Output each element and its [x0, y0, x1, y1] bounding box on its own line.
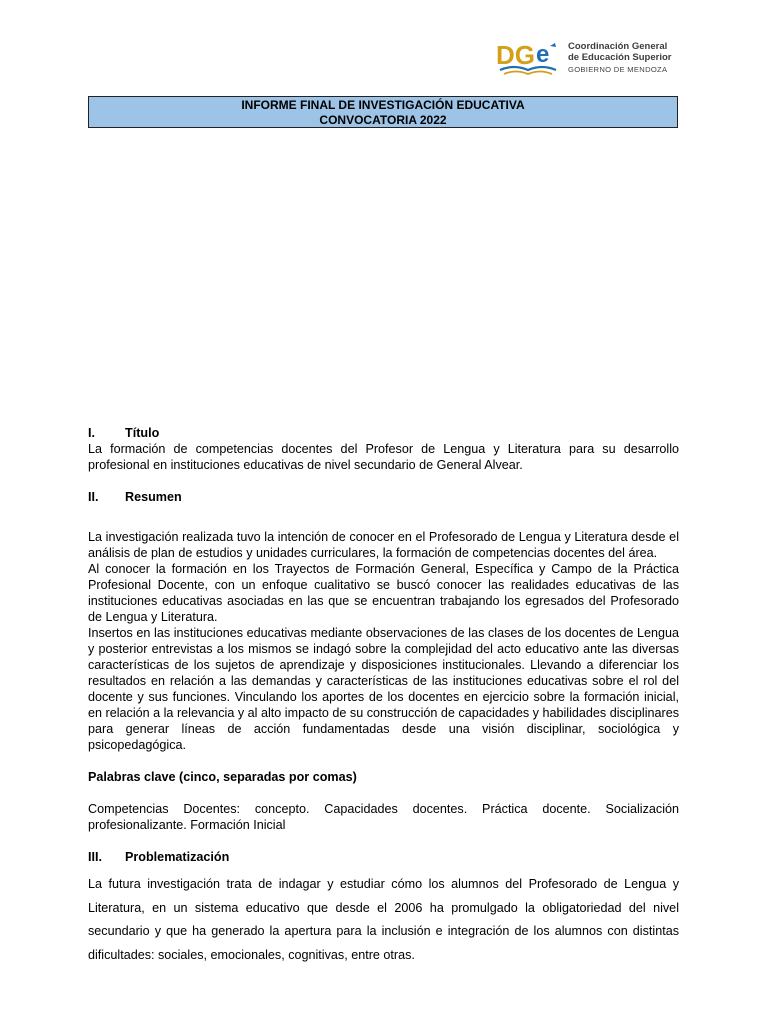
header-line-2: CONVOCATORIA 2022 — [319, 113, 447, 127]
logo-line-2: de Educación Superior — [568, 51, 672, 63]
section-titulo-heading — [88, 425, 679, 441]
palabras-clave-text: Competencias Docentes: concepto. Capacidades docentes. Práctica docente. Socialización profesionalizante. Formación Inicial — [88, 802, 679, 832]
section-title: Título — [125, 426, 160, 440]
section-number: I. — [88, 426, 95, 440]
section-number: III. — [88, 850, 102, 864]
header-line-1: INFORME FINAL DE INVESTIGACIÓN EDUCATIVA — [241, 98, 525, 112]
resumen-paragraph-1: La investigación realizada tuvo la intención de conocer en el Profesorado de Lengua y Literatura desde el análisis de plan de estudios y unidades curriculares, la formación de competencias docentes del área. — [88, 530, 679, 560]
report-header-box — [88, 96, 678, 128]
section-problematizacion-heading — [88, 849, 679, 865]
resumen-paragraph-2: Al conocer la formación en los Trayectos de Formación General, Específica y Campo de la Práctica Profesional Docente, con un enfoque cualitativo se buscó conocer las realidades educativas de las instituciones educativas asociadas en las que se encuentran trabajando los egresados del Profesorado de Lengua y Literatura. — [88, 562, 679, 624]
resumen-paragraph-3: Insertos en las instituciones educativas mediante observaciones de las clases de los docentes de Lengua y posterior entrevistas a los mismos se indagó sobre la complejidad del acto educativo ante las diversas características de los sujetos de aprendizaje y disposiciones institucionales. Llevando a diferenciar los resultados en relación a las demandas y características de las instituciones educativas sobre el rol del docente y sus funciones. Vinculando los aportes de los docentes en ejercicio sobre la formación inicial, en relación a la relevancia y al alto impacto de su construcción de capacidades y habilidades disciplinares para generar líneas de acción fundamentadas desde una visión disciplinar, sociológica y psicopedagógica. — [88, 626, 679, 752]
logo-line-1: Coordinación General — [568, 41, 668, 52]
logo-line-3: GOBIERNO DE MENDOZA — [568, 65, 668, 74]
section-title: Resumen — [125, 490, 182, 504]
svg-text:e: e — [536, 41, 550, 68]
palabras-clave-heading: Palabras clave (cinco, separadas por comas) — [88, 770, 357, 784]
logo-text — [568, 42, 671, 76]
titulo-text: La formación de competencias docentes del Profesor de Lengua y Literatura para su desarrollo profesional en instituciones educativas de nivel secundario de General Alvear. — [88, 442, 679, 472]
svg-text:DG: DG — [496, 40, 535, 70]
dge-logo-mark-icon — [494, 40, 564, 76]
section-number: II. — [88, 490, 99, 504]
section-title: Problematización — [125, 850, 230, 864]
document-body — [88, 425, 679, 967]
section-resumen-heading — [88, 489, 679, 505]
dge-logo — [494, 40, 684, 76]
problematizacion-text: La futura investigación trata de indagar y estudiar cómo los alumnos del Profesorado de Lengua y Literatura, en un sistema educativo que desde el 2006 ha promulgado la obligatoriedad del nivel secundario y que ha generado la apertura para la inclusión e integración de los alumnos con distintas dificultades: sociales, emocionales, cognitivas, entre otras. — [88, 877, 679, 962]
